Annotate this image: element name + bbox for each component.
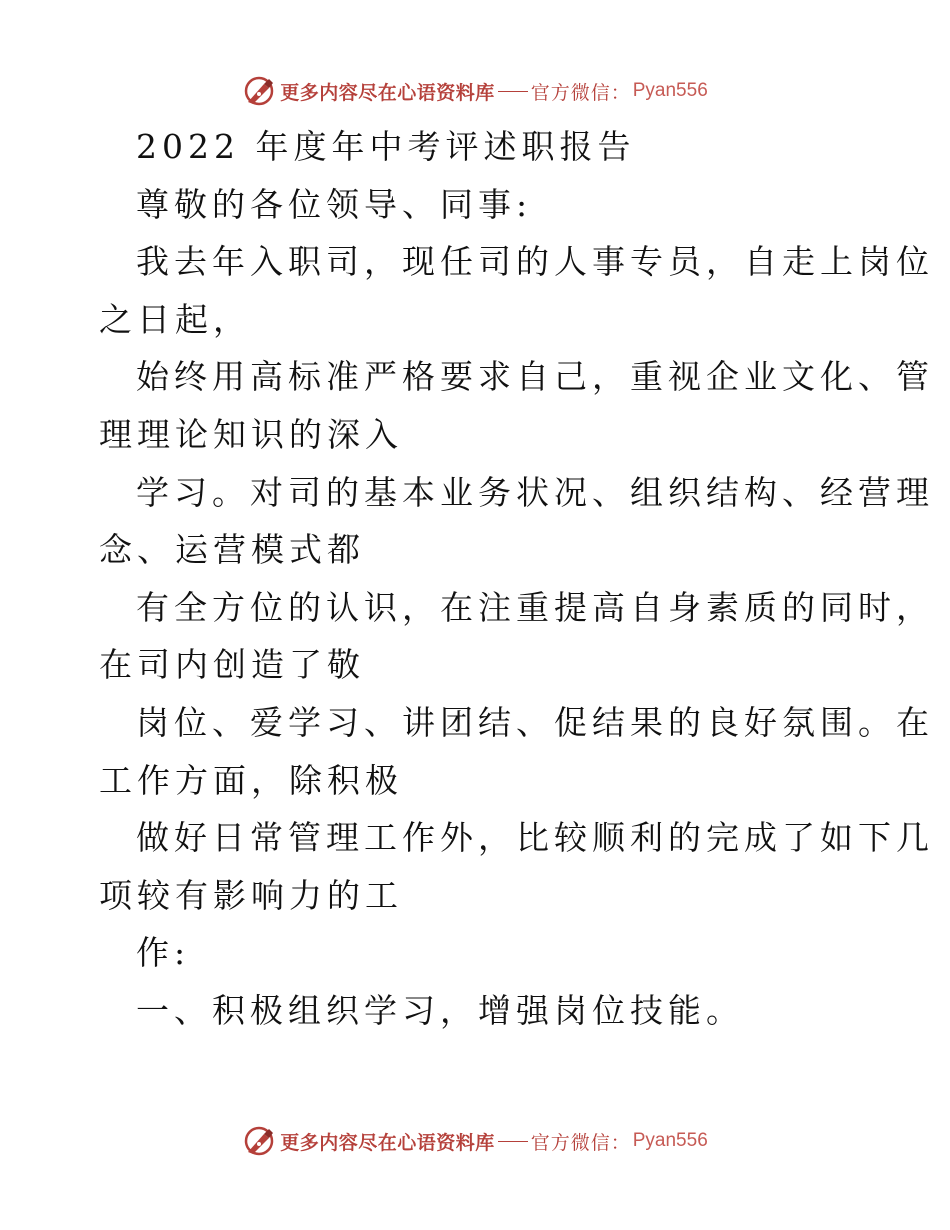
watermark-wechat-id: Pyan556 xyxy=(632,80,708,101)
watermark-wechat-label: 官方微信： xyxy=(530,81,631,104)
header-watermark xyxy=(0,71,950,111)
paragraph-line: 工作方面，除积极 xyxy=(99,760,403,800)
paragraph-line: 作: xyxy=(136,933,191,973)
pen-nib-logo-icon xyxy=(242,74,276,108)
pen-nib-logo-icon xyxy=(242,1124,276,1158)
paragraph-line: 之日起， xyxy=(99,299,251,339)
paragraph-line: 在司内创造了敬 xyxy=(99,645,365,685)
paragraph-line: 尊敬的各位领导、同事: xyxy=(136,184,533,224)
watermark-wechat-id: Pyan556 xyxy=(632,1130,708,1151)
document-body xyxy=(99,118,934,1040)
paragraph-line: 一、积极组织学习，增强岗位技能。 xyxy=(136,990,744,1030)
watermark-wechat-label: 官方微信： xyxy=(530,1131,631,1154)
paragraph-line: 学习。对司的基本业务状况、组织结构、经营理 xyxy=(136,472,934,512)
watermark-separator xyxy=(498,91,528,92)
watermark-text: 更多内容尽在心语资料库 xyxy=(280,1131,495,1154)
document-title: 2022 年度年中考评述职报告 xyxy=(136,127,636,166)
paragraph-line: 项较有影响力的工 xyxy=(99,875,403,915)
paragraph-line: 始终用高标准严格要求自己，重视企业文化、管 xyxy=(136,357,934,397)
watermark-text: 更多内容尽在心语资料库 xyxy=(280,81,495,104)
paragraph-line: 岗位、爱学习、讲团结、促结果的良好氛围。在 xyxy=(136,702,934,742)
paragraph-line: 有全方位的认识，在注重提高自身素质的同时， xyxy=(136,587,934,627)
watermark-separator xyxy=(498,1141,528,1142)
paragraph-line: 做好日常管理工作外，比较顺利的完成了如下几 xyxy=(136,818,934,858)
paragraph-line: 念、运营模式都 xyxy=(99,530,365,570)
footer-watermark xyxy=(0,1121,950,1161)
paragraph-line: 我去年入职司，现任司的人事专员，自走上岗位 xyxy=(136,242,934,282)
paragraph-line: 理理论知识的深入 xyxy=(99,414,403,454)
